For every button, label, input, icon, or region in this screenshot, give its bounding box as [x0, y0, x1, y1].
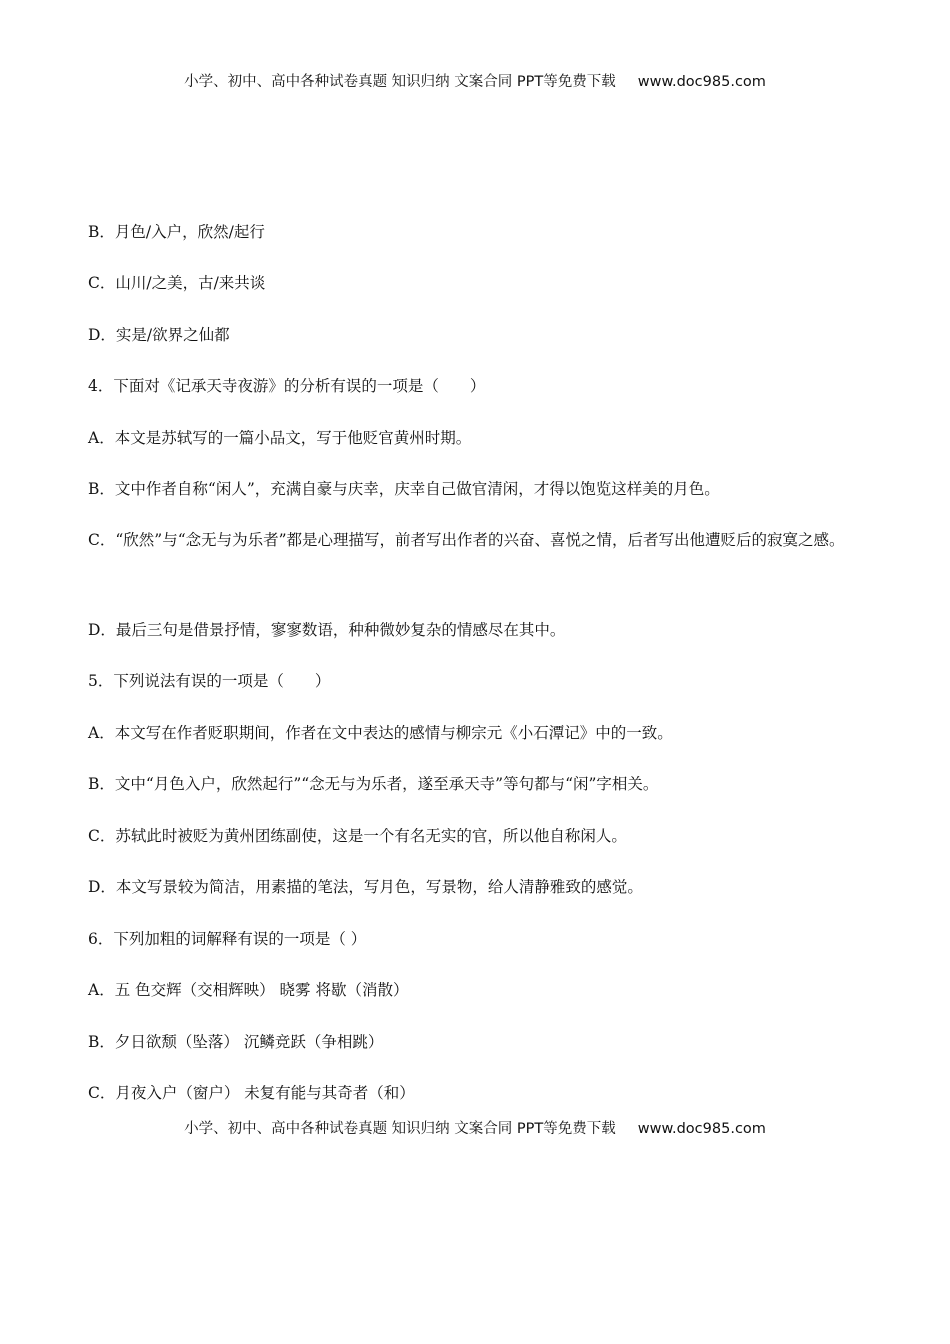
q5-option-b: B．文中“月色入户，欣然起行”“念无与为乐者，遂至承天寺”等句都与“闲”字相关。 — [88, 775, 659, 793]
q4-option-d: D．最后三句是借景抒情，寥寥数语，种种微妙复杂的情感尽在其中。 — [88, 621, 566, 639]
q4-option-c: C．“欣然”与“念无与为乐者”都是心理描写，前者写出作者的兴奋、喜悦之情，后者写出他遭贬后的寂寞之感。 — [88, 531, 845, 549]
q4-option-b: B．文中作者自称“闲人”，充满自豪与庆幸，庆幸自己做官清闲，才得以饱览这样美的月色。 — [88, 480, 720, 498]
header-site-link[interactable]: www.doc985.com — [637, 74, 766, 90]
q4-option-a: A．本文是苏轼写的一篇小品文，写于他贬官黄州时期。 — [88, 429, 472, 447]
q6-stem: 6．下列加粗的词解释有误的一项是（ ） — [88, 930, 367, 948]
footer-site-link[interactable]: www.doc985.com — [637, 1121, 766, 1137]
q6-option-a: A．五 色交辉（交相辉映） 晓雾 将歇（消散） — [88, 981, 409, 999]
q5-option-c: C．苏轼此时被贬为黄州团练副使，这是一个有名无实的官，所以他自称闲人。 — [88, 827, 627, 845]
q4-stem: 4．下面对《记承天寺夜游》的分析有误的一项是（ ） — [88, 377, 486, 395]
q3-option-b: B．月色/入户，欣然/起行 — [88, 223, 265, 241]
header-banner-text: 小学、初中、高中各种试卷真题 知识归纳 文案合同 PPT等免费下载 — [184, 74, 616, 90]
q5-option-d: D．本文写景较为简洁，用素描的笔法，写月色，写景物，给人清静雅致的感觉。 — [88, 878, 643, 896]
q6-option-b: B．夕日欲颓（坠落） 沉鳞竞跃（争相跳） — [88, 1033, 384, 1051]
footer-banner — [0, 1117, 950, 1138]
q6-option-c: C．月夜入户（窗户） 未复有能与其奇者（和） — [88, 1084, 415, 1102]
q5-stem: 5．下列说法有误的一项是（ ） — [88, 672, 331, 690]
q3-option-d: D．实是/欲界之仙都 — [88, 326, 230, 344]
header-banner — [0, 70, 950, 91]
q5-option-a: A．本文写在作者贬职期间，作者在文中表达的感情与柳宗元《小石潭记》中的一致。 — [88, 724, 673, 742]
footer-banner-text: 小学、初中、高中各种试卷真题 知识归纳 文案合同 PPT等免费下载 — [184, 1121, 616, 1137]
q3-option-c: C．山川/之美，古/来共谈 — [88, 274, 266, 292]
